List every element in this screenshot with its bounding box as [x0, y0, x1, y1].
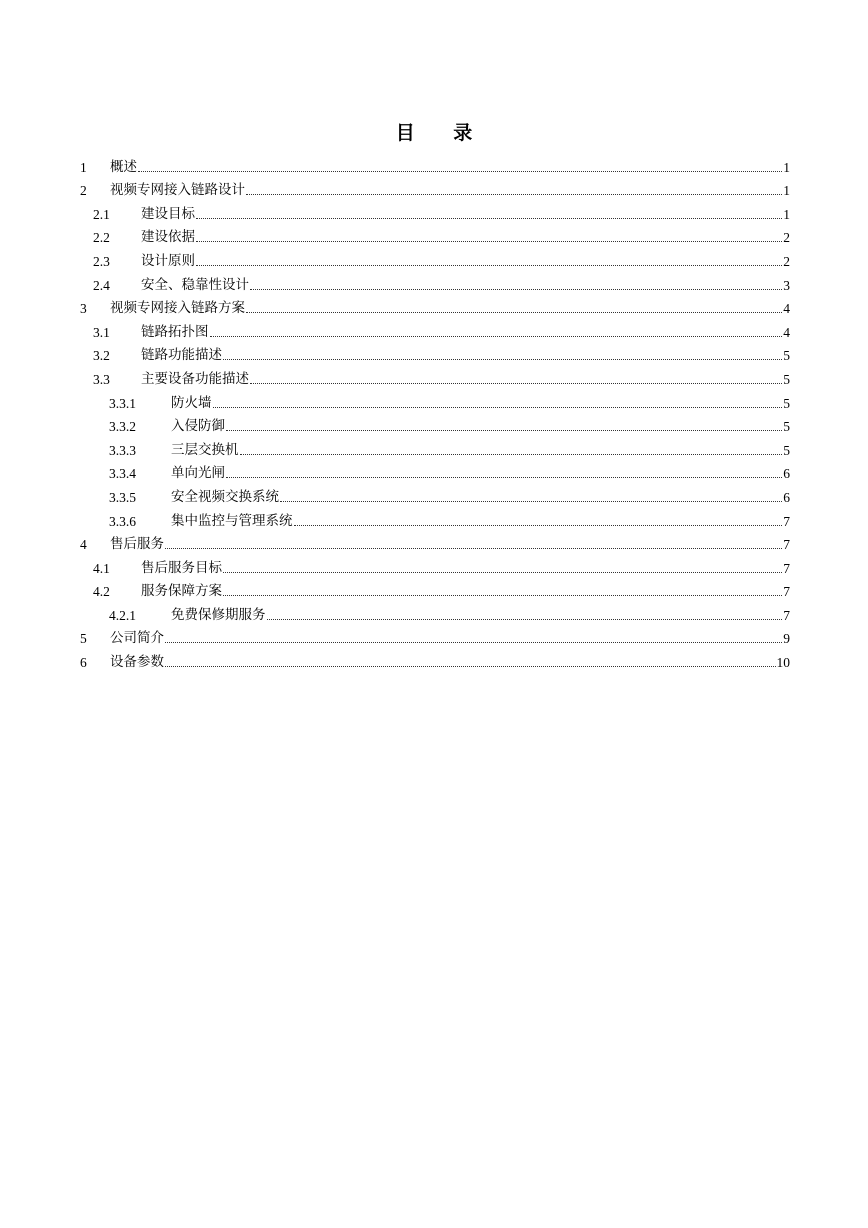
toc-entry-number: 2.4	[93, 277, 110, 293]
toc-entry[interactable]	[80, 506, 790, 530]
toc-dot-leader	[226, 429, 782, 431]
toc-entry-page: 1	[783, 183, 790, 199]
toc-entry-title: 建设目标	[141, 205, 195, 222]
toc-entry[interactable]	[80, 553, 790, 577]
toc-entry-title: 链路拓扑图	[141, 323, 209, 340]
toc-entry-title: 单向光闸	[171, 465, 225, 482]
toc-entry-number: 3.3.6	[109, 513, 136, 529]
toc-entry-title: 入侵防御	[171, 418, 225, 435]
toc-entry-page: 5	[783, 395, 790, 411]
toc-entry-page: 10	[776, 655, 790, 671]
toc-entry-page: 3	[783, 277, 790, 293]
toc-entry-title: 服务保障方案	[141, 583, 222, 600]
toc-entry-page: 4	[783, 301, 790, 317]
toc-entry-page: 5	[783, 348, 790, 364]
toc-entry-number: 3.3.5	[109, 489, 136, 505]
toc-entry[interactable]	[80, 459, 790, 483]
toc-entry-title: 免费保修期服务	[171, 606, 266, 623]
toc-entry-page: 6	[783, 489, 790, 505]
toc-entry-page: 2	[783, 253, 790, 269]
toc-entry-number: 3.2	[93, 348, 110, 364]
toc-entry-title: 链路功能描述	[141, 347, 222, 364]
toc-dot-leader	[223, 571, 782, 573]
toc-dot-leader	[226, 476, 782, 478]
toc-entry-title: 主要设备功能描述	[141, 370, 249, 387]
toc-dot-leader	[246, 193, 782, 195]
toc-entry-title: 集中监控与管理系统	[171, 512, 293, 529]
toc-dot-leader	[165, 665, 776, 667]
toc-entry-page: 6	[783, 466, 790, 482]
toc-entry[interactable]	[80, 482, 790, 506]
toc-entry-number: 3	[80, 301, 87, 317]
toc-entry-page: 7	[783, 513, 790, 529]
toc-entry-number: 2.3	[93, 253, 110, 269]
toc-entry-title: 售后服务目标	[141, 559, 222, 576]
page-title: 目 录	[395, 122, 489, 144]
toc-entry-page: 1	[783, 159, 790, 175]
toc-entry[interactable]	[80, 388, 790, 412]
toc-entry-title: 建设依据	[141, 229, 195, 246]
toc-entry-page: 7	[783, 560, 790, 576]
toc-entry-title: 三层交换机	[171, 441, 239, 458]
toc-entry-number: 4.2.1	[109, 607, 136, 623]
toc-entry-page: 5	[783, 442, 790, 458]
toc-entry[interactable]	[80, 412, 790, 436]
toc-entry-title: 概述	[110, 158, 137, 175]
toc-dot-leader	[267, 618, 783, 620]
toc-entry[interactable]	[80, 364, 790, 388]
toc-entry-number: 3.1	[93, 324, 110, 340]
toc-entry-title: 安全、稳靠性设计	[141, 276, 249, 293]
toc-entry[interactable]	[80, 152, 790, 176]
toc-entry-page: 4	[783, 324, 790, 340]
toc-entry-number: 3.3.1	[109, 395, 136, 411]
toc-entry[interactable]	[80, 647, 790, 671]
toc-dot-leader	[294, 524, 783, 526]
toc-entry-number: 3.3	[93, 371, 110, 387]
toc-dot-leader	[240, 453, 783, 455]
toc-dot-leader	[223, 358, 782, 360]
toc-entry-title: 防火墙	[171, 394, 212, 411]
toc-dot-leader	[213, 406, 783, 408]
toc-entry-number: 6	[80, 655, 87, 671]
toc-entry-page: 7	[783, 607, 790, 623]
toc-dot-leader	[280, 500, 782, 502]
toc-entry-page: 1	[783, 206, 790, 222]
toc-entry[interactable]	[80, 624, 790, 648]
toc-entry-page: 5	[783, 371, 790, 387]
toc-entry-number: 4.2	[93, 584, 110, 600]
toc-dot-leader	[165, 547, 782, 549]
toc-entry-number: 3.3.3	[109, 442, 136, 458]
toc-entry[interactable]	[80, 223, 790, 247]
toc-entry-number: 2.2	[93, 230, 110, 246]
toc-entry-number: 5	[80, 631, 87, 647]
toc-dot-leader	[246, 311, 782, 313]
toc-dot-leader	[250, 288, 782, 290]
toc-dot-leader	[210, 335, 783, 337]
toc-entry[interactable]	[80, 341, 790, 365]
toc-entry[interactable]	[80, 435, 790, 459]
toc-entry[interactable]	[80, 577, 790, 601]
toc-entry-title: 安全视频交换系统	[171, 488, 279, 505]
toc-entry-number: 1	[80, 159, 87, 175]
toc-entry-page: 9	[783, 631, 790, 647]
toc-entry[interactable]	[80, 270, 790, 294]
toc-entry[interactable]	[80, 199, 790, 223]
toc-entry-number: 4.1	[93, 560, 110, 576]
toc-entry[interactable]	[80, 294, 790, 318]
toc-dot-leader	[223, 594, 782, 596]
toc-entry[interactable]	[80, 530, 790, 554]
toc-entry-title: 设备参数	[110, 654, 164, 671]
toc-entry-title: 视频专网接入链路设计	[110, 182, 245, 199]
toc-entry-title: 售后服务	[110, 536, 164, 553]
toc-entry-number: 3.3.2	[109, 419, 136, 435]
toc-dot-leader	[250, 382, 782, 384]
toc-entry-number: 4	[80, 537, 87, 553]
toc-entry-page: 5	[783, 419, 790, 435]
toc-entry[interactable]	[80, 600, 790, 624]
toc-entry[interactable]	[80, 246, 790, 270]
toc-entry-page: 7	[783, 537, 790, 553]
toc-entry-number: 2.1	[93, 206, 110, 222]
toc-entry-number: 3.3.4	[109, 466, 136, 482]
toc-entry-number: 2	[80, 183, 87, 199]
toc-entry-title: 设计原则	[141, 252, 195, 269]
toc-entry[interactable]	[80, 176, 790, 200]
toc-entry-page: 2	[783, 230, 790, 246]
toc-dot-leader	[165, 641, 782, 643]
toc-dot-leader	[196, 217, 782, 219]
toc-dot-leader	[138, 170, 782, 172]
toc-entry-page: 7	[783, 584, 790, 600]
toc-entry-title: 公司简介	[110, 630, 164, 647]
toc-dot-leader	[196, 264, 782, 266]
table-of-contents	[80, 152, 790, 671]
toc-entry[interactable]	[80, 317, 790, 341]
toc-dot-leader	[196, 240, 782, 242]
toc-entry-title: 视频专网接入链路方案	[110, 300, 245, 317]
